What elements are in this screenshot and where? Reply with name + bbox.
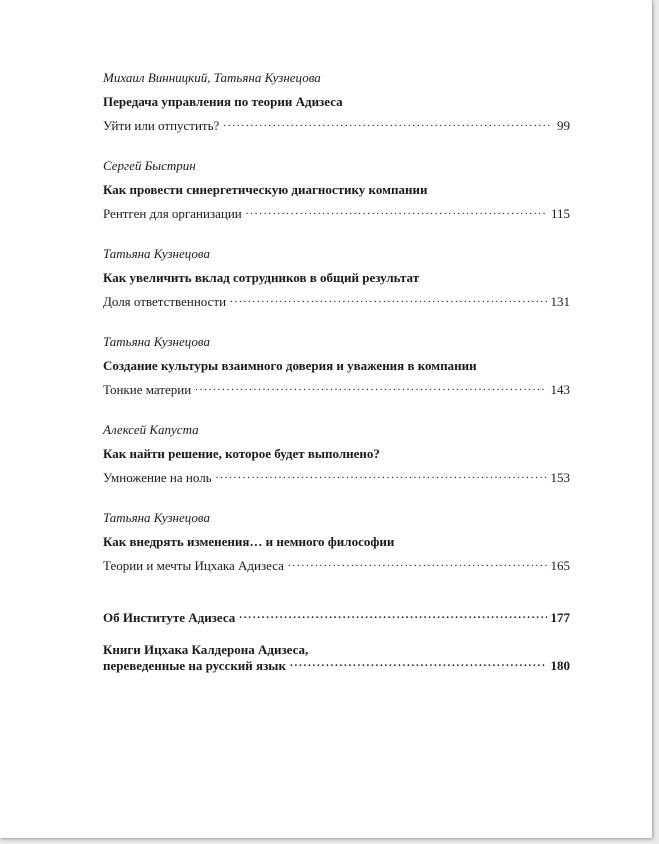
entry-title: Передача управления по теории Адизеса <box>103 94 343 109</box>
entry-author: Алексей Капуста <box>103 422 199 437</box>
entry-title: Создание культуры взаимного доверия и уважения в компании <box>103 358 477 373</box>
entry-subtitle-line <box>103 382 570 398</box>
entry-page-number: 165 <box>550 558 570 573</box>
dot-leader <box>230 294 546 306</box>
entry-page-number: 143 <box>550 382 570 397</box>
toc-entry <box>103 158 570 222</box>
entry-page-number: 153 <box>550 470 570 485</box>
entry-title: Как внедрять изменения… и немного философии <box>103 534 395 549</box>
entry-subtitle: Тонкие материи <box>103 382 192 397</box>
dot-leader <box>246 206 547 218</box>
books-label-line1: Книги Ицхака Калдерона Адизеса, <box>103 642 309 657</box>
toc-entry <box>103 70 570 134</box>
entry-subtitle-line <box>103 558 570 574</box>
entry-subtitle: Теории и мечты Ицхака Адизеса <box>103 558 284 573</box>
toc-entry-institute <box>103 610 570 626</box>
dot-leader <box>290 658 547 670</box>
entry-title: Как найти решение, которое будет выполнено? <box>103 446 380 461</box>
entry-subtitle-line <box>103 294 570 310</box>
institute-page-number: 177 <box>550 610 570 625</box>
entry-author: Михаил Винницкий, Татьяна Кузнецова <box>103 70 321 85</box>
table-of-contents <box>103 70 570 698</box>
entry-subtitle-line <box>103 206 570 222</box>
dot-leader <box>288 558 547 570</box>
toc-entry <box>103 422 570 486</box>
entry-subtitle: Умножение на ноль <box>103 470 212 485</box>
dot-leader <box>195 382 546 394</box>
entry-author: Татьяна Кузнецова <box>103 510 210 525</box>
books-line <box>103 658 570 674</box>
toc-entry <box>103 246 570 310</box>
entry-subtitle-line <box>103 118 570 134</box>
institute-line <box>103 610 570 626</box>
entry-subtitle: Рентген для организации <box>103 206 242 221</box>
entry-author: Татьяна Кузнецова <box>103 334 210 349</box>
entry-title: Как увеличить вклад сотрудников в общий результат <box>103 270 420 285</box>
toc-entry <box>103 334 570 398</box>
entry-page-number: 131 <box>550 294 570 309</box>
toc-entry <box>103 510 570 574</box>
entry-author: Татьяна Кузнецова <box>103 246 210 261</box>
entry-page-number: 99 <box>557 118 570 133</box>
entry-subtitle: Доля ответственности <box>103 294 227 309</box>
institute-label: Об Институте Адизеса <box>103 610 236 625</box>
books-page-number: 180 <box>550 658 570 673</box>
toc-entry-books <box>103 642 570 674</box>
dot-leader <box>239 610 546 622</box>
entry-title: Как провести синергетическую диагностику компании <box>103 182 428 197</box>
entry-subtitle-line <box>103 470 570 486</box>
entry-author: Сергей Быстрин <box>103 158 196 173</box>
entry-subtitle: Уйти или отпустить? <box>103 118 220 133</box>
dot-leader <box>216 470 547 482</box>
dot-leader <box>223 118 553 130</box>
entry-page-number: 115 <box>550 206 570 221</box>
books-label-line2: переведенные на русский язык <box>103 658 286 673</box>
